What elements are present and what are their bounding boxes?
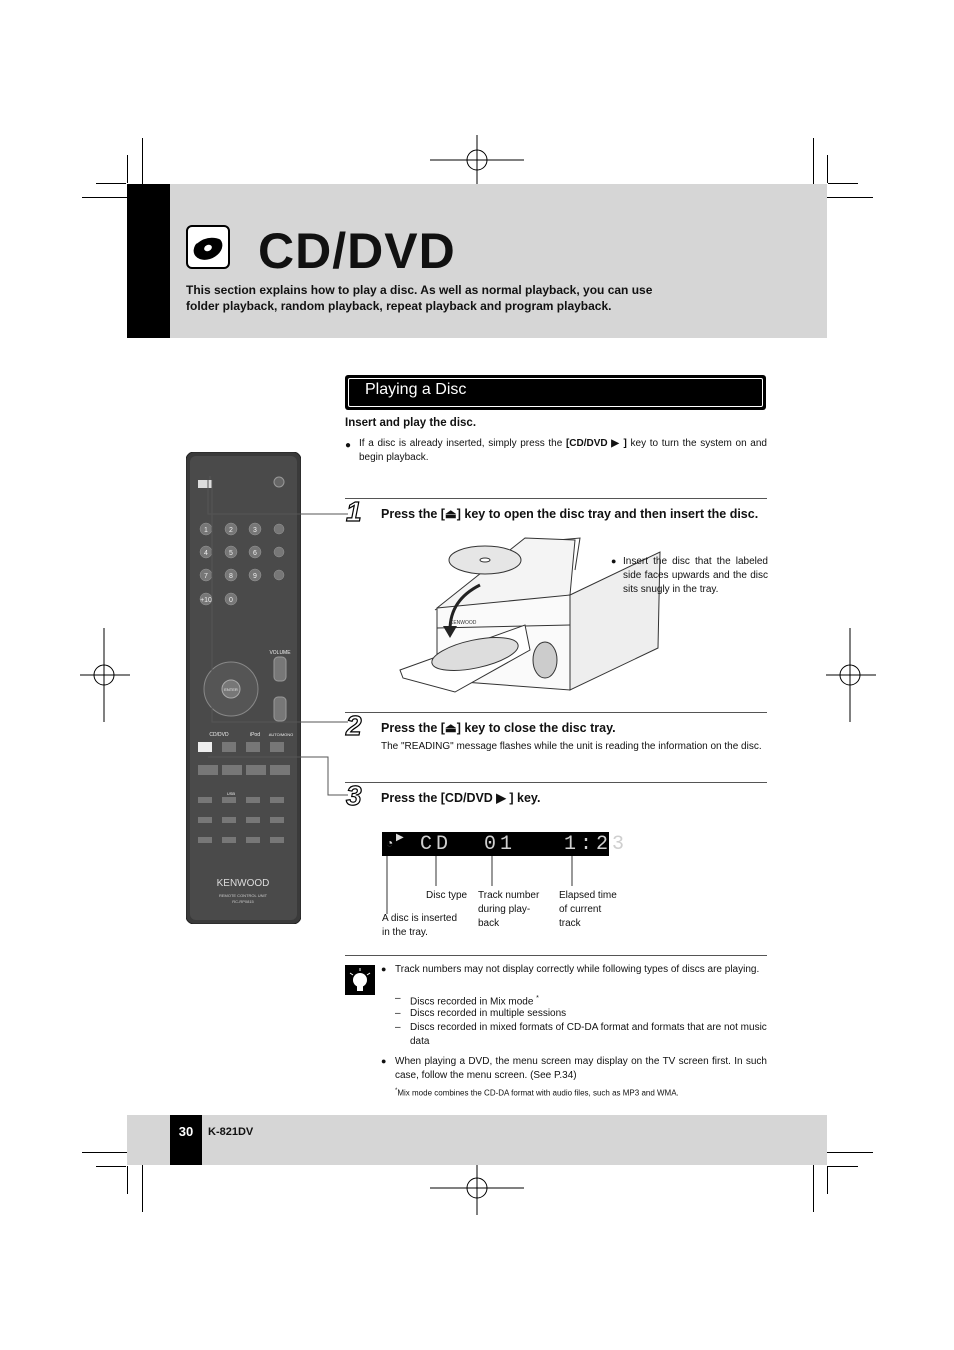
bullet-suffix: key to turn the system on and begin playback. bbox=[359, 438, 767, 463]
sub-item-mixed: Discs recorded in mixed formats of CD-DA format and formats that are not music data bbox=[410, 1022, 767, 1047]
label-disc-inserted: A disc is inserted in the tray. bbox=[382, 913, 458, 938]
svg-text:5: 5 bbox=[229, 550, 233, 557]
svg-text:KENWOOD: KENWOOD bbox=[450, 620, 477, 626]
disc-icon bbox=[186, 225, 230, 269]
registration-mark bbox=[826, 628, 876, 722]
play-indicator-icon: ▶ bbox=[396, 832, 404, 843]
step-2-note: The "READING" message flashes while the unit is reading the information on the disc. bbox=[381, 741, 762, 752]
svg-text:ENTER: ENTER bbox=[224, 687, 238, 692]
section-subtitle: Insert and play the disc. bbox=[345, 417, 477, 429]
step-3-number: 3 bbox=[346, 780, 362, 811]
header-black-tab bbox=[127, 184, 170, 338]
crop-mark bbox=[828, 183, 858, 184]
bullet-prefix: If a disc is already inserted, simply press the bbox=[359, 438, 566, 449]
sub-item-sessions: Discs recorded in multiple sessions bbox=[410, 1008, 567, 1019]
note-bullet: ● bbox=[381, 1056, 387, 1066]
registration-mark bbox=[80, 628, 130, 722]
svg-text:0: 0 bbox=[229, 597, 233, 604]
footnote-marker: * bbox=[395, 1088, 398, 1094]
remote-brand: KENWOOD bbox=[216, 878, 270, 889]
crop-mark bbox=[827, 155, 828, 183]
svg-text:2: 2 bbox=[229, 527, 233, 534]
bullet-text bbox=[359, 437, 767, 465]
svg-text:9: 9 bbox=[253, 573, 257, 580]
registration-mark bbox=[430, 135, 524, 185]
svg-text:7: 7 bbox=[204, 573, 208, 580]
registration-mark bbox=[430, 1165, 524, 1215]
remote-digit-1: 1 bbox=[204, 527, 208, 534]
step-1-number: 1 bbox=[346, 496, 362, 527]
svg-text:8: 8 bbox=[229, 573, 233, 580]
lcd-display bbox=[382, 832, 629, 856]
footer-black-tab bbox=[170, 1115, 202, 1165]
svg-text:USB: USB bbox=[226, 791, 236, 796]
notes-divider bbox=[345, 955, 767, 956]
label-elapsed-time: Elapsed time of current track bbox=[559, 890, 617, 929]
svg-text:+10: +10 bbox=[200, 597, 212, 604]
step-divider bbox=[345, 498, 767, 499]
cd-dvd-key: [CD/DVD ▶ ] bbox=[565, 438, 627, 449]
svg-text:4: 4 bbox=[204, 550, 208, 557]
step-callout-lines bbox=[190, 470, 390, 800]
svg-text:iPod: iPod bbox=[249, 732, 261, 738]
dash: – bbox=[395, 993, 401, 1004]
bullet-dot: ● bbox=[345, 440, 352, 451]
note-bullet: ● bbox=[611, 556, 617, 566]
model-name: K-821DV bbox=[208, 1126, 254, 1138]
svg-text:AUTO/MONO: AUTO/MONO bbox=[268, 732, 294, 737]
step-3-text: Press the [CD/DVD ▶ ] key. bbox=[381, 791, 541, 805]
step-1-text: Press the [⏏] key to open the disc tray and then insert the disc. bbox=[381, 507, 759, 521]
crop-mark bbox=[827, 1166, 828, 1194]
lightbulb-icon bbox=[345, 965, 375, 995]
sub-item-text: Discs recorded in Mix mode bbox=[410, 996, 534, 1008]
step-divider bbox=[345, 782, 767, 783]
step-2-number: 2 bbox=[346, 710, 362, 741]
crop-mark bbox=[96, 1166, 126, 1167]
disc-inserted-icon: ◔ bbox=[386, 836, 394, 850]
header-band bbox=[127, 184, 827, 338]
step-2-text: Press the [⏏] key to close the disc tray. bbox=[381, 721, 616, 735]
footnote bbox=[395, 1088, 679, 1098]
footer-band bbox=[127, 1115, 827, 1165]
footnote-marker: * bbox=[536, 995, 539, 1002]
track-warning: Track numbers may not display correctly while following types of discs are playing. bbox=[395, 964, 760, 975]
section-header bbox=[345, 375, 766, 410]
crop-mark bbox=[127, 155, 128, 183]
section-title: Playing a Disc bbox=[365, 381, 467, 398]
crop-mark bbox=[127, 1166, 128, 1194]
dash: – bbox=[395, 1008, 401, 1019]
lcd-text: CD 01 1:23 bbox=[420, 833, 629, 856]
label-disc-type: Disc type bbox=[426, 890, 468, 901]
svg-text:6: 6 bbox=[253, 550, 257, 557]
intro-text: This section explains how to play a disc. As well as normal playback, you can use folder playback, random playback, repeat playback and program playback. bbox=[186, 283, 653, 313]
svg-text:3: 3 bbox=[253, 527, 257, 534]
svg-text:VOLUME: VOLUME bbox=[269, 650, 291, 656]
page-number: 30 bbox=[178, 1124, 194, 1139]
svg-text:RC-RP0815: RC-RP0815 bbox=[232, 899, 254, 904]
page-title: CD/DVD bbox=[258, 223, 456, 279]
note-bullet: ● bbox=[381, 964, 387, 974]
dvd-note: When playing a DVD, the menu screen may display on the TV screen first. In such case, follow the menu screen. (See P.34) bbox=[395, 1056, 767, 1081]
dash: – bbox=[395, 1022, 401, 1033]
svg-text:REMOTE CONTROL UNIT: REMOTE CONTROL UNIT bbox=[218, 893, 268, 898]
footnote-text: Mix mode combines the CD-DA format with audio files, such as MP3 and WMA. bbox=[397, 1088, 679, 1098]
insert-note: Insert the disc that the labeled side faces upwards and the disc sits snugly in the tray. bbox=[623, 556, 768, 595]
crop-mark bbox=[96, 183, 126, 184]
label-track-number: Track number during play-back bbox=[478, 890, 540, 929]
step-divider bbox=[345, 712, 767, 713]
svg-text:CD/DVD: CD/DVD bbox=[209, 732, 229, 738]
crop-mark bbox=[828, 1166, 858, 1167]
